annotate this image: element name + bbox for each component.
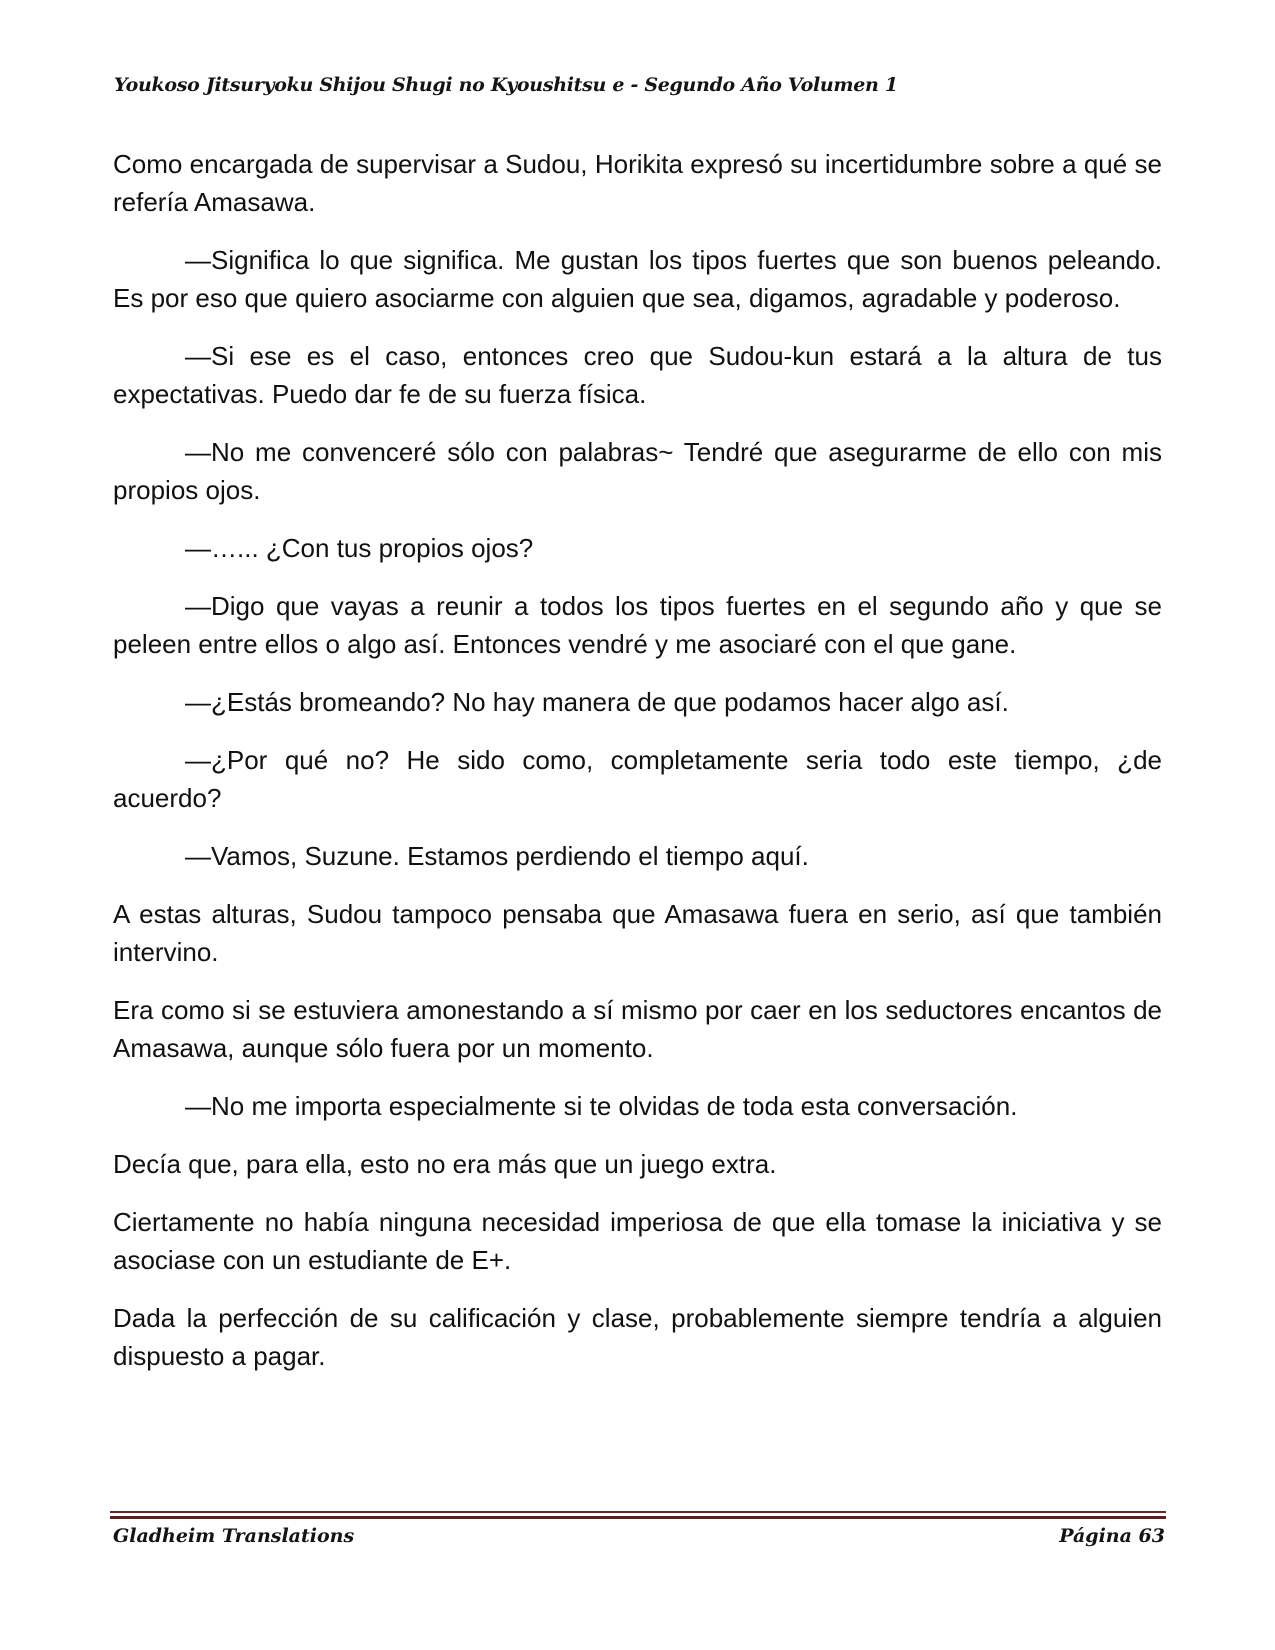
paragraph: A estas alturas, Sudou tampoco pensaba que Amasawa fuera en serio, así que también intervino. <box>113 899 1162 967</box>
footer-page-number: Página 63 <box>1059 1525 1165 1547</box>
paragraph: —…... ¿Con tus propios ojos? <box>185 533 534 563</box>
footer-divider-thin <box>110 1511 1166 1513</box>
page-header-title: Youkoso Jitsuryoku Shijou Shugi no Kyoushitsu e - Segundo Año Volumen 1 <box>114 74 898 96</box>
paragraph: Ciertamente no había ninguna necesidad imperiosa de que ella tomase la iniciativa y se asociase con un estudiante de E+. <box>113 1207 1162 1275</box>
paragraph: —¿Estás bromeando? No hay manera de que podamos hacer algo así. <box>185 687 1009 717</box>
paragraph: Era como si se estuviera amonestando a sí mismo por caer en los seductores encantos de Amasawa, aunque sólo fuera por un momento. <box>113 995 1162 1063</box>
paragraph: —Vamos, Suzune. Estamos perdiendo el tiempo aquí. <box>185 841 809 871</box>
paragraph: Decía que, para ella, esto no era más que un juego extra. <box>113 1149 777 1179</box>
paragraph: —Significa lo que significa. Me gustan los tipos fuertes que son buenos peleando. Es por eso que quiero asociarme con alguien que sea, digamos, agradable y poderoso. <box>113 245 1162 313</box>
paragraph: —¿Por qué no? He sido como, completamente seria todo este tiempo, ¿de acuerdo? <box>113 745 1162 813</box>
paragraph: —Si ese es el caso, entonces creo que Sudou-kun estará a la altura de tus expectativas. Puedo dar fe de su fuerza física. <box>113 341 1162 409</box>
paragraph: —Digo que vayas a reunir a todos los tipos fuertes en el segundo año y que se peleen entre ellos o algo así. Entonces vendré y me asociaré con el que gane. <box>113 591 1162 659</box>
paragraph: Como encargada de supervisar a Sudou, Horikita expresó su incertidumbre sobre a qué se refería Amasawa. <box>113 149 1162 217</box>
paragraph: —No me convenceré sólo con palabras~ Tendré que asegurarme de ello con mis propios ojos. <box>113 437 1162 505</box>
footer-translator-credit: Gladheim Translations <box>113 1525 355 1547</box>
paragraph: Dada la perfección de su calificación y clase, probablemente siempre tendría a alguien dispuesto a pagar. <box>113 1303 1162 1371</box>
document-body <box>113 145 1162 1395</box>
footer-divider-thick <box>110 1516 1166 1519</box>
paragraph: —No me importa especialmente si te olvidas de toda esta conversación. <box>185 1091 1018 1121</box>
